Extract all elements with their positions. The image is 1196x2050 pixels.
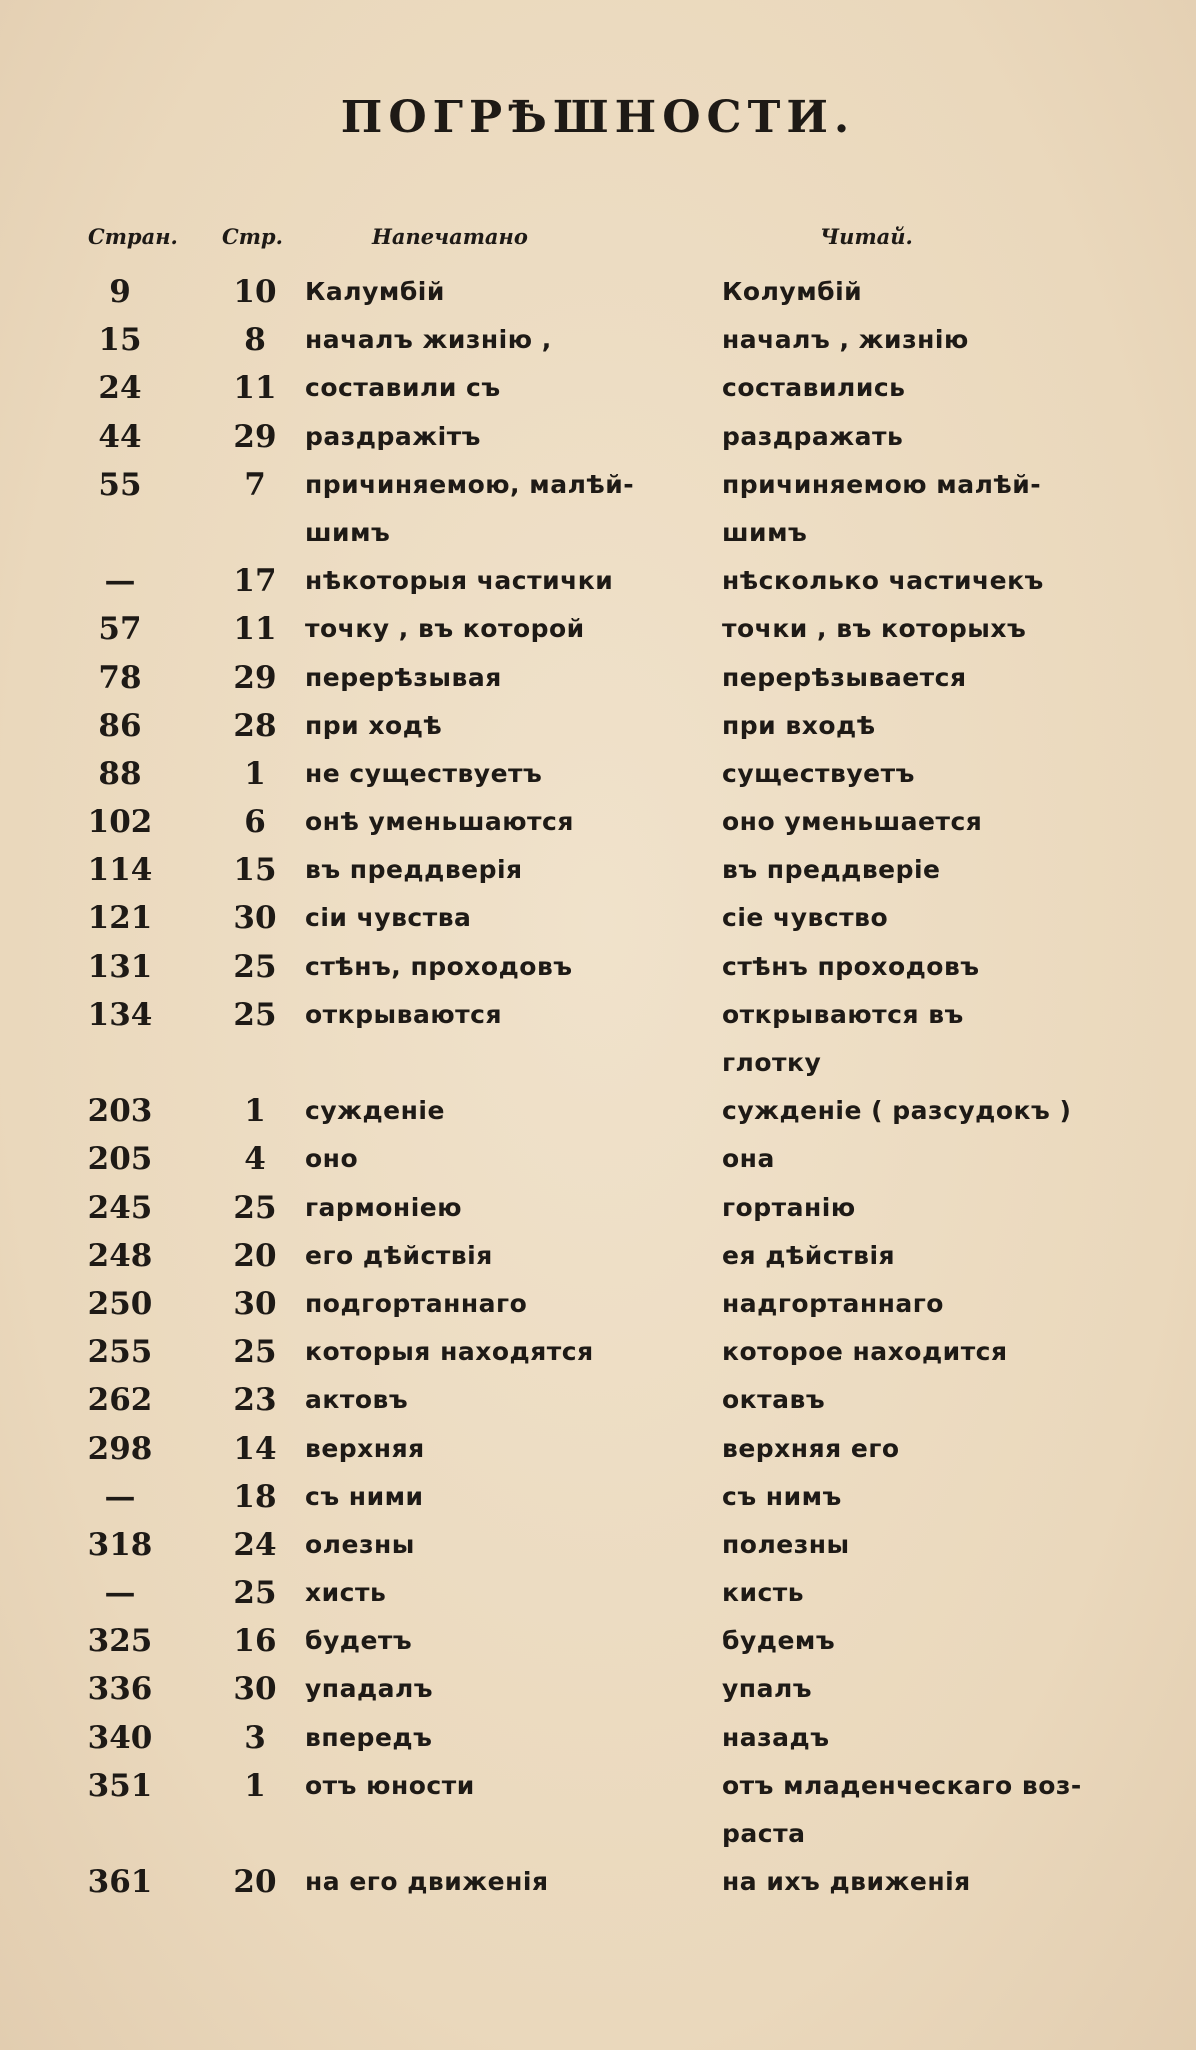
table-row [0, 557, 1196, 605]
table-row [0, 1665, 1196, 1713]
cell-printed: гармоніею [305, 1192, 463, 1222]
table-row [0, 1087, 1196, 1135]
cell-line: 20 [233, 1237, 277, 1274]
cell-read: упалъ [722, 1674, 813, 1704]
cell-page: 131 [87, 948, 153, 985]
column-header-read: Читай. [820, 224, 913, 249]
cell-page: 15 [98, 322, 142, 359]
cell-printed: впередъ [305, 1722, 433, 1752]
cell-line: 17 [233, 563, 277, 600]
cell-read: отъ младенческаго воз- раста [722, 1770, 1082, 1849]
cell-printed: на его движенія [305, 1867, 549, 1897]
cell-read: существуетъ [722, 758, 915, 788]
cell-printed: не существуетъ [305, 758, 543, 788]
cell-read: будемъ [722, 1626, 836, 1656]
cell-read: въ преддверіе [722, 855, 941, 885]
table-row [0, 846, 1196, 894]
cell-line: 24 [233, 1526, 277, 1563]
cell-printed: онѣ уменьшаются [305, 807, 574, 837]
cell-read: ея дѣйствія [722, 1240, 896, 1270]
cell-printed: съ ними [305, 1481, 424, 1511]
cell-read: надгортаннаго [722, 1288, 944, 1318]
cell-page: 203 [87, 1093, 153, 1130]
table-row [0, 894, 1196, 942]
cell-read: кисть [722, 1578, 805, 1608]
cell-page: 318 [87, 1526, 153, 1563]
cell-read: стѣнъ проходовъ [722, 951, 980, 981]
cell-line: 25 [233, 1334, 277, 1371]
cell-page: 245 [87, 1189, 153, 1226]
cell-line: 20 [233, 1864, 277, 1901]
cell-read: полезны [722, 1529, 850, 1559]
cell-page: 78 [98, 659, 142, 696]
table-row [0, 798, 1196, 846]
cell-line: 30 [233, 1285, 277, 1322]
page-title: ПОГРѢШНОСТИ. [340, 92, 856, 143]
table-row [0, 1858, 1196, 1906]
table-row [0, 1569, 1196, 1617]
cell-printed: сіи чувства [305, 903, 472, 933]
cell-line: 1 [244, 755, 266, 792]
cell-read: она [722, 1144, 775, 1174]
cell-line: 6 [244, 804, 266, 841]
cell-read: причиняемою малѣй- шимъ [722, 469, 1042, 547]
table-row [0, 1135, 1196, 1183]
cell-page: 336 [87, 1671, 153, 1708]
cell-line: 25 [233, 948, 277, 985]
table-row [0, 364, 1196, 412]
cell-line: 28 [233, 707, 277, 744]
cell-page: 114 [87, 852, 153, 889]
cell-page: 102 [87, 804, 153, 841]
table-row [0, 1473, 1196, 1521]
cell-line: 25 [233, 1575, 277, 1612]
table-row [0, 1762, 1196, 1858]
cell-page: 250 [87, 1285, 153, 1322]
cell-page: 121 [87, 900, 153, 937]
cell-printed: которыя находятся [305, 1337, 594, 1367]
cell-page: 57 [98, 611, 142, 648]
cell-line: 10 [233, 274, 277, 310]
cell-line: 1 [244, 1093, 266, 1130]
cell-read: оно уменьшается [722, 807, 983, 837]
cell-page: 44 [98, 418, 142, 455]
cell-read: перерѣзывается [722, 662, 967, 692]
cell-line: 30 [233, 900, 277, 937]
cell-line: 3 [244, 1719, 266, 1756]
cell-page: 86 [98, 707, 142, 744]
cell-read: точки , въ которыхъ [722, 614, 1027, 644]
cell-printed: подгортаннаго [305, 1288, 528, 1318]
cell-printed: открываются [305, 999, 502, 1029]
table-row [0, 1714, 1196, 1762]
table-row [0, 654, 1196, 702]
cell-read: раздражать [722, 421, 904, 451]
cell-read: назадъ [722, 1722, 830, 1752]
cell-line: 25 [233, 1189, 277, 1226]
cell-read: открываются въ глотку [722, 999, 964, 1078]
errata-table [0, 268, 1196, 1906]
table-row [0, 1328, 1196, 1376]
cell-line: 8 [244, 322, 266, 359]
cell-line: 29 [233, 418, 277, 455]
cell-page: 88 [98, 755, 142, 792]
table-row [0, 991, 1196, 1087]
cell-read: верхняя его [722, 1433, 900, 1463]
cell-printed: при ходѣ [305, 710, 443, 740]
column-header-line: Стр. [222, 224, 283, 249]
cell-read: началъ , жизнію [722, 325, 969, 355]
cell-printed: актовъ [305, 1385, 409, 1415]
cell-printed: въ преддверія [305, 855, 523, 885]
table-row [0, 943, 1196, 991]
table-row [0, 605, 1196, 653]
cell-read: при входѣ [722, 710, 876, 740]
cell-line: 11 [233, 611, 277, 648]
table-row [0, 413, 1196, 461]
cell-read: гортанію [722, 1192, 856, 1222]
cell-page: — [104, 563, 136, 600]
cell-line: 15 [233, 852, 277, 889]
cell-printed: причиняемою, малѣй- шимъ [305, 469, 635, 547]
cell-page: 205 [87, 1141, 153, 1178]
cell-page: — [104, 1575, 136, 1612]
cell-read: октавъ [722, 1385, 826, 1415]
table-row [0, 1617, 1196, 1665]
table-row [0, 750, 1196, 798]
cell-printed: нѣкоторыя частички [305, 566, 614, 596]
cell-printed: отъ юности [305, 1770, 475, 1800]
cell-read: Колумбій [722, 277, 863, 306]
cell-printed: его дѣйствія [305, 1240, 493, 1270]
cell-read: сіе чувство [722, 903, 889, 933]
table-row [0, 1232, 1196, 1280]
cell-printed: сужденіе [305, 1096, 445, 1126]
cell-line: 23 [233, 1382, 277, 1419]
table-row [0, 1425, 1196, 1473]
cell-printed: оно [305, 1144, 359, 1174]
cell-printed: стѣнъ, проходовъ [305, 951, 573, 981]
table-row [0, 1184, 1196, 1232]
table-row [0, 1280, 1196, 1328]
cell-page: 24 [98, 370, 142, 407]
cell-read: сужденіе ( разсудокъ ) [722, 1096, 1072, 1126]
cell-printed: олезны [305, 1529, 415, 1559]
cell-page: 298 [87, 1430, 153, 1467]
cell-page: 255 [87, 1334, 153, 1371]
table-row [0, 316, 1196, 364]
cell-printed: будетъ [305, 1626, 413, 1656]
cell-line: 11 [233, 370, 277, 407]
column-header-printed: Напечатано [372, 224, 528, 249]
cell-page: 248 [87, 1237, 153, 1274]
cell-printed: точку , въ которой [305, 614, 585, 644]
table-row [0, 1521, 1196, 1569]
cell-page: 325 [87, 1623, 153, 1660]
cell-printed: верхняя [305, 1433, 425, 1463]
cell-page: 9 [109, 274, 131, 310]
cell-read: съ нимъ [722, 1481, 842, 1511]
cell-line: 29 [233, 659, 277, 696]
cell-line: 16 [233, 1623, 277, 1660]
column-header-page: Стран. [88, 224, 178, 249]
cell-read: составились [722, 373, 906, 403]
cell-page: 351 [87, 1767, 153, 1804]
cell-line: 25 [233, 996, 277, 1033]
cell-line: 1 [244, 1767, 266, 1804]
cell-printed: началъ жизнію , [305, 325, 552, 355]
cell-page: 55 [98, 466, 142, 503]
cell-read: которое находится [722, 1337, 1008, 1367]
cell-line: 4 [244, 1141, 266, 1178]
cell-line: 7 [244, 466, 266, 503]
cell-page: 340 [87, 1719, 153, 1756]
cell-printed: перерѣзывая [305, 662, 502, 692]
cell-printed: хисть [305, 1578, 387, 1608]
cell-page: 134 [87, 996, 153, 1033]
cell-printed: Калумбій [305, 277, 445, 306]
cell-page: — [104, 1478, 136, 1515]
cell-read: на ихъ движенія [722, 1867, 971, 1897]
cell-line: 18 [233, 1478, 277, 1515]
cell-line: 14 [233, 1430, 277, 1467]
table-row [0, 1376, 1196, 1424]
cell-line: 30 [233, 1671, 277, 1708]
cell-printed: раздражітъ [305, 421, 481, 451]
cell-read: нѣсколько частичекъ [722, 566, 1044, 596]
table-row [0, 461, 1196, 557]
cell-printed: составили съ [305, 373, 501, 403]
cell-printed: упадалъ [305, 1674, 434, 1704]
cell-page: 361 [87, 1864, 153, 1901]
table-row [0, 702, 1196, 750]
table-row [0, 268, 1196, 316]
cell-page: 262 [87, 1382, 153, 1419]
